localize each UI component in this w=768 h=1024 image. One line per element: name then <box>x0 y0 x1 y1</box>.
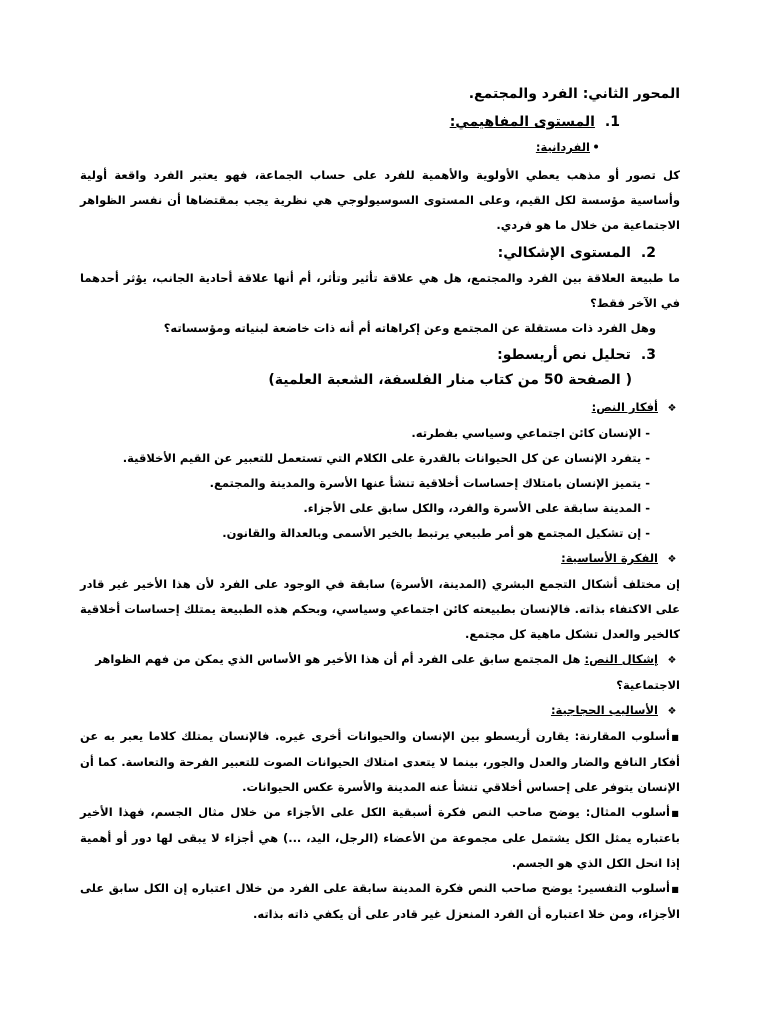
section-1-title: المستوى المفاهيمي: <box>449 114 595 130</box>
methods-heading <box>80 698 680 724</box>
ideas-title: أفكار النص: <box>591 400 658 414</box>
main-idea-title: الفكرة الأساسية: <box>561 551 658 565</box>
main-idea-heading <box>80 546 680 572</box>
square-bullet-icon: ■ <box>671 885 679 894</box>
idea-item: - يتميز الإنسان بامتلاك إحساسات أخلاقية تنشأ عنها الأسرة والمدينة والمجتمع. <box>209 476 650 490</box>
concept-item <box>80 135 680 160</box>
section-3-title: تحليل نص أريسطو: <box>497 347 631 363</box>
text-problem <box>80 647 680 698</box>
section-3-number: 3. <box>640 347 656 363</box>
method-text: أسلوب التفسير: يوضح صاحب النص فكرة المدينة سابقة على الفرد من خلال اعتباره إن الكل سابق على الأجزاء، ومن خلا اعتباره أن الفرد المنعزل غير قادر على أن يكفي ذاته بذاته. <box>80 881 680 921</box>
problem-question-1: ما طبيعة العلاقة بين الفرد والمجتمع، هل هي علاقة تأثير وتأثر، أم أنها علاقة أحادية الجانب، يؤثر أحدهما في الآخر فقط؟ <box>80 271 680 310</box>
method-item <box>80 800 680 876</box>
ideas-heading <box>80 395 680 421</box>
method-item <box>80 876 680 927</box>
text-problem-title: إشكال النص: <box>584 652 658 666</box>
idea-item: - يتفرد الإنسان عن كل الحيوانات بالقدرة على الكلام التي تستعمل للتعبير عن القيم الأخلاقية. <box>122 451 650 465</box>
document-page <box>80 82 680 927</box>
square-bullet-icon: ■ <box>671 733 679 742</box>
section-1-number: 1. <box>604 114 620 130</box>
section-2-heading <box>80 241 680 266</box>
diamond-bullet-icon: ❖ <box>667 403 677 414</box>
section-3-heading <box>80 343 680 368</box>
axis-title: المحور الثاني: الفرد والمجتمع. <box>468 86 680 102</box>
diamond-bullet-icon: ❖ <box>667 655 677 666</box>
idea-item: - الإنسان كائن اجتماعي وسياسي بفطرته. <box>411 426 650 440</box>
method-text: أسلوب المقارنة: يقارن أريسطو بين الإنسان والحيوانات أخرى غيره. فالإنسان يمتلك كلاما يعبر به عن أفكار النافع والضار والعدل والجور، بينما لا يتعدى امتلاك الحيوانات الصوت للتعبير الفرحة والتعاسة. كما أن الإنسان يتوفر على إحساس أخلاقي تنشأ عنه المدينة والأسرة عكس الحيوانات. <box>80 729 680 794</box>
main-idea-text: إن مختلف أشكال التجمع البشري (المدينة، الأسرة) سابقة في الوجود على الفرد لأن هذا الأخير غير قادر على الاكتفاء بذاته. فالإنسان بطبيعته كائن اجتماعي وسياسي، وبحكم هذه الطبيعة يمتلك إحساسات أخلاقية كالخير والعدل تشكل ماهية كل مجتمع. <box>80 577 680 641</box>
method-item <box>80 724 680 800</box>
idea-item: - المدينة سابقة على الأسرة والفرد، والكل سابق على الأجزاء. <box>303 501 650 515</box>
square-bullet-icon: ■ <box>671 809 679 818</box>
diamond-bullet-icon: ❖ <box>667 706 677 717</box>
diamond-bullet-icon: ❖ <box>667 554 677 565</box>
text-problem-question: هل المجتمع سابق على الفرد أم أن هذا الأخير هو الأساس الذي يمكن من فهم الظواهر الاجتماعية؟ <box>95 652 680 692</box>
concept-definition: كل تصور أو مذهب يعطي الأولوية والأهمية للفرد على حساب الجماعة، فهو يعتبر الفرد واقعة أولية وأساسية مؤسسة لكل القيم، وعلى المستوى السوسيولوجي هي نظرية يجب بمقتضاها أن نفسر الظواهر الاجتماعية من خلال ما هو فردي. <box>80 168 680 232</box>
idea-item: - إن تشكيل المجتمع هو أمر طبيعي يرتبط بالخير الأسمى وبالعدالة والقانون. <box>222 526 650 540</box>
section-1-heading <box>80 110 680 135</box>
method-text: أسلوب المثال: يوضح صاحب النص فكرة أسبقية الكل على الأجزاء من خلال مثال الجسم، فهذا الأخير باعتباره يمثل الكل يشتمل على مجموعة من الأعضاء (الرجل، اليد، ...) هي أجزاء لا يبقى لها دور أو أهمية إذا انحل الكل الذي هو الجسم. <box>80 805 680 870</box>
methods-title: الأساليب الحجاجية: <box>550 703 658 717</box>
text-reference: ( الصفحة 50 من كتاب منار الفلسفة، الشعبة العلمية) <box>268 372 632 388</box>
section-2-title: المستوى الإشكالي: <box>497 245 631 261</box>
concept-label: الفردانية: <box>535 140 590 154</box>
section-2-number: 2. <box>640 245 656 261</box>
bullet-dot-icon: • <box>592 140 600 154</box>
problem-question-2: وهل الفرد ذات مستقلة عن المجتمع وعن إكراهاته أم أنه ذات خاضعة لبنياته ومؤسساته؟ <box>163 321 656 335</box>
